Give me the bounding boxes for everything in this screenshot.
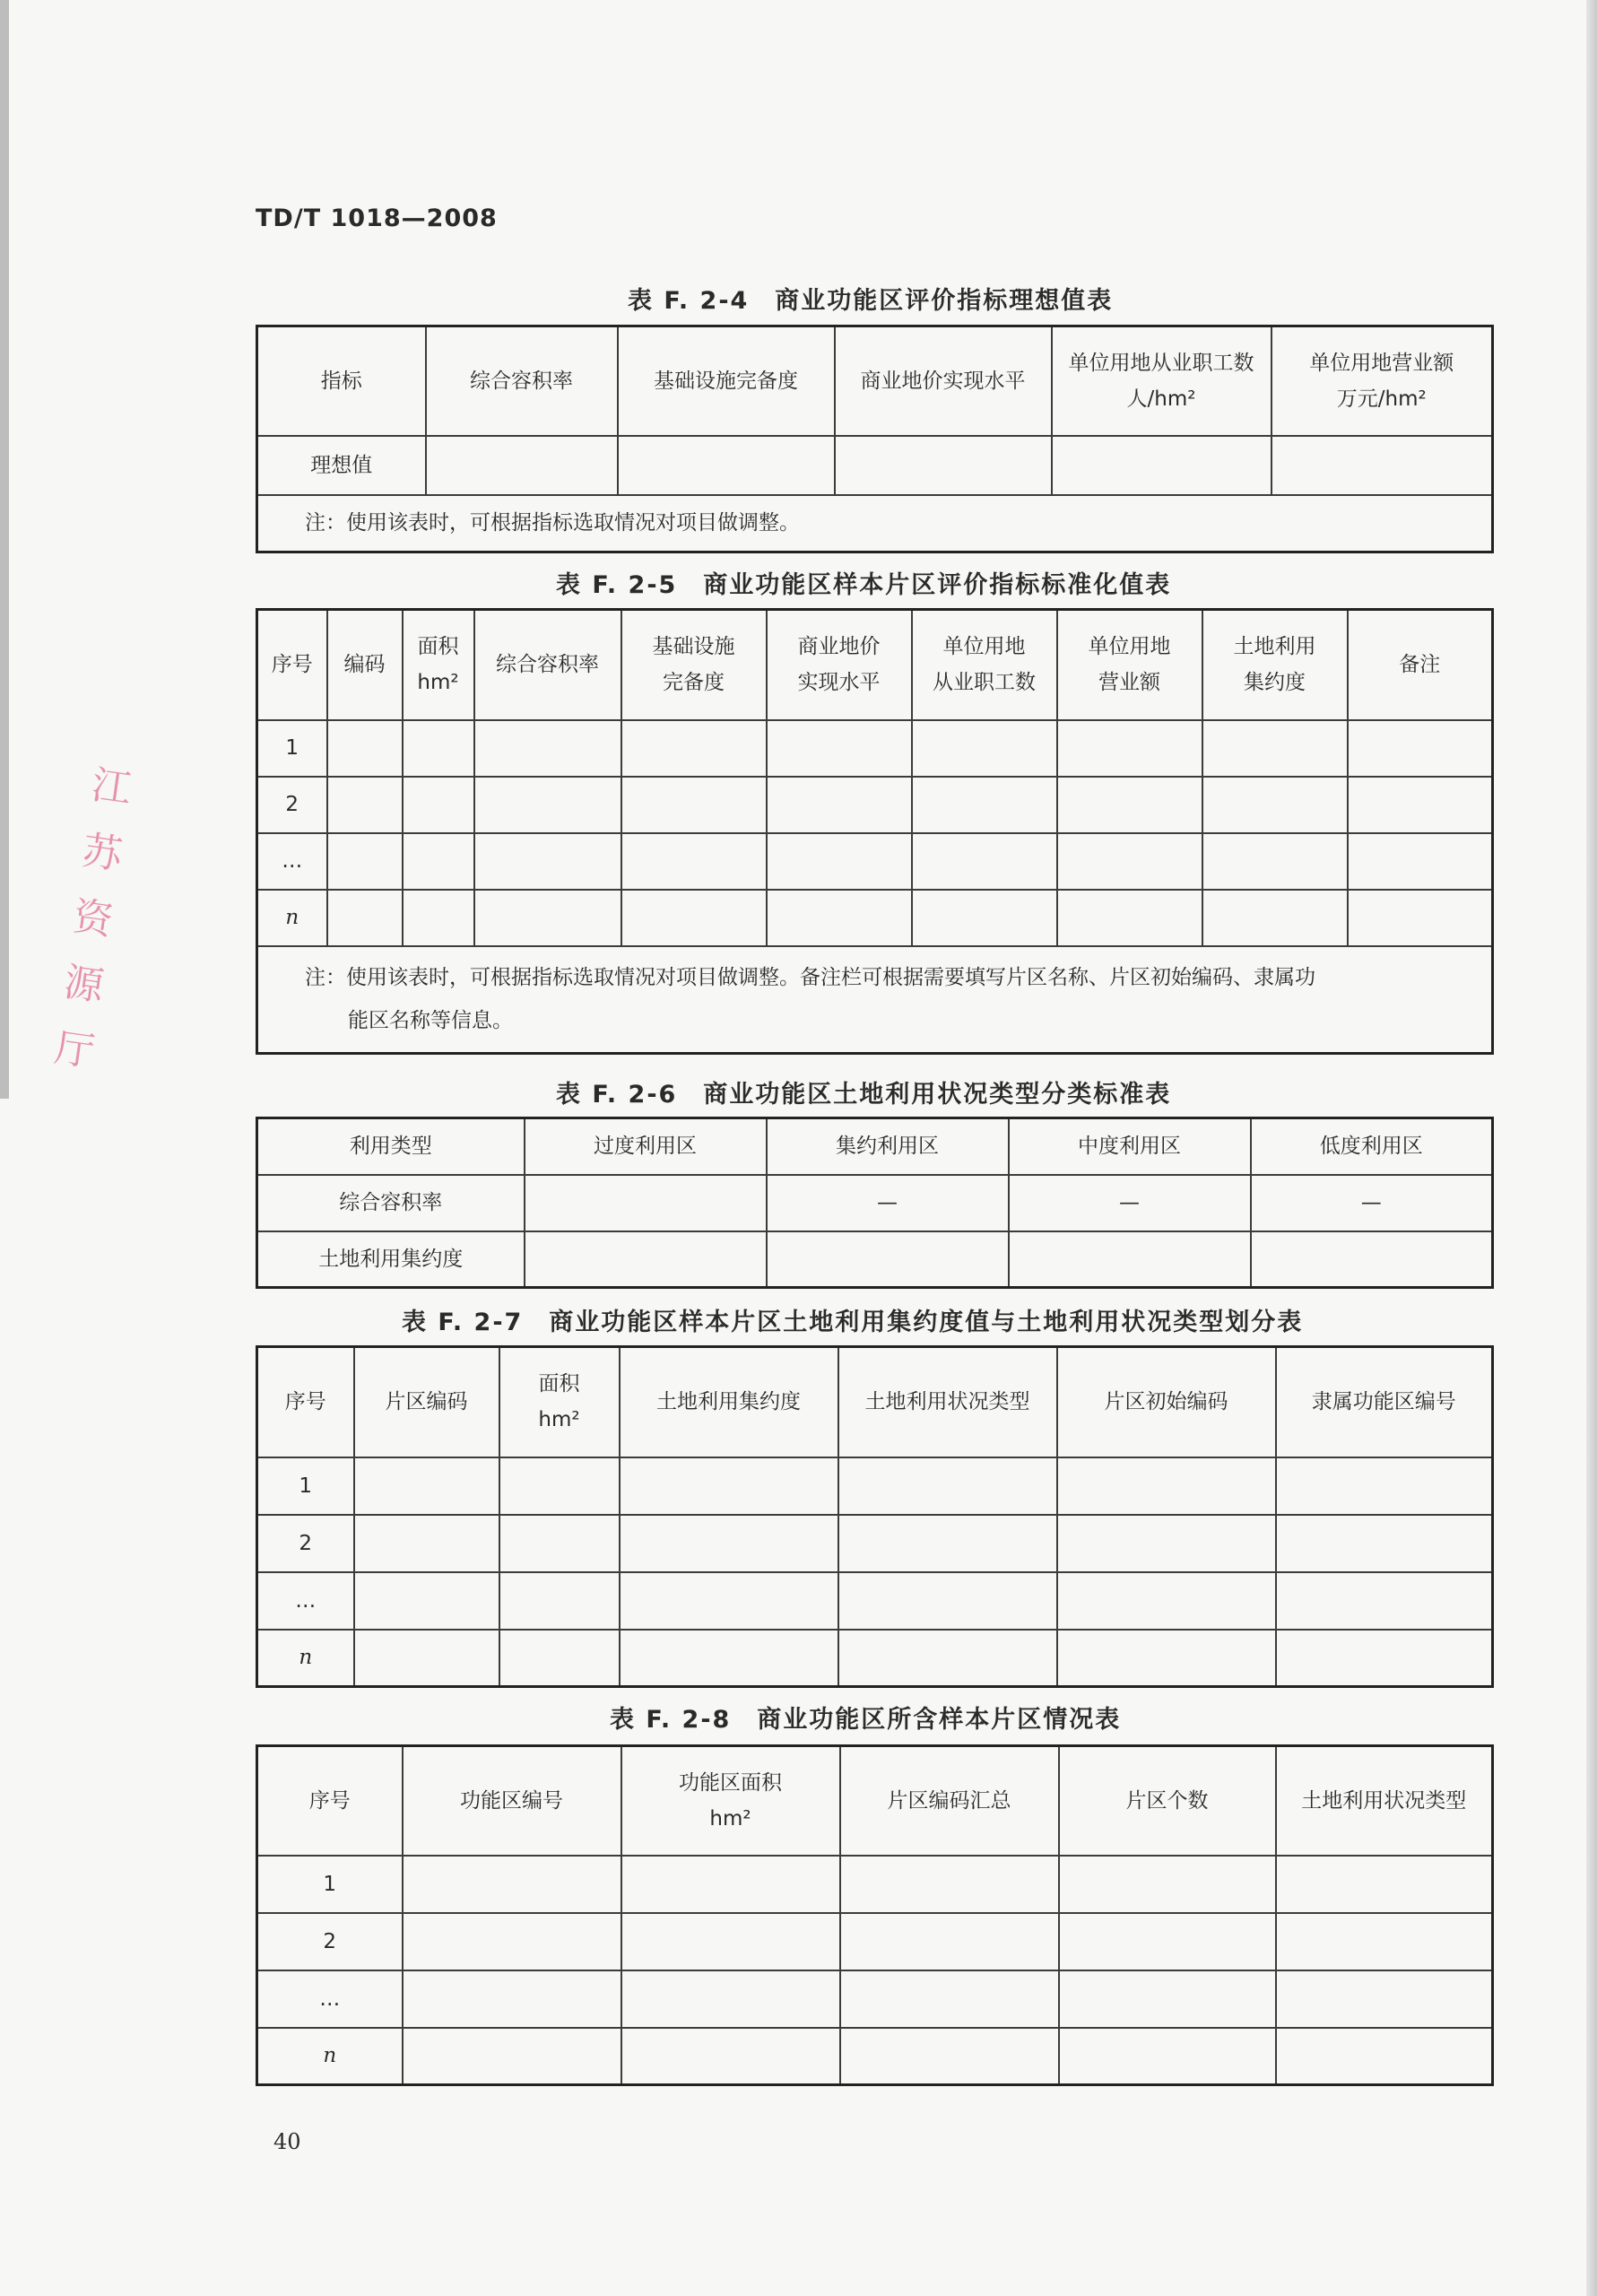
empty-cell [426,436,618,495]
header-cell [1202,610,1348,720]
header-cell [1057,610,1202,720]
header-cell [912,610,1057,720]
note-line: 注：使用该表时，可根据指标选取情况对项目做调整。备注栏可根据需要填写片区名称、片区初始编码、隶属功 [305,966,1315,990]
table-f2-4-caption: 表 F. 2-4 商业功能区评价指标理想值表 [628,287,1114,315]
empty-cell [1272,436,1493,495]
empty-cell [618,436,835,495]
seal-stamp: 江 苏 资 源 厅 [51,761,135,1076]
header-text: 土地利用 [1233,635,1316,659]
header-text: 面积 [538,1372,580,1396]
table-row [257,1515,1493,1572]
table-row [257,1457,1493,1515]
empty-cell [835,436,1052,495]
header-cell: 综合容积率 [474,610,621,720]
header-cell: 低度利用区 [1251,1118,1493,1175]
row-index: 2 [257,1515,354,1572]
header-cell [1272,326,1493,436]
header-cell: 片区个数 [1059,1746,1276,1856]
header-cell [1052,326,1272,436]
header-unit: hm² [417,671,459,695]
header-text: 单位用地 [1088,635,1171,659]
table-row [257,1913,1493,1970]
header-cell: 土地利用状况类型 [838,1347,1057,1457]
standard-code: TD/T 1018—2008 [256,204,498,232]
header-text: 单位用地营业额 [1309,351,1454,375]
row-label: 土地利用集约度 [257,1231,525,1288]
header-text: 功能区面积 [679,1770,782,1795]
header-cell: 功能区编号 [403,1746,621,1856]
table-row [257,1175,1493,1231]
row-index: n [257,1630,354,1687]
dash-cell: — [767,1175,1009,1231]
header-cell: 隶属功能区编号 [1276,1347,1493,1457]
header-cell: 备注 [1348,610,1493,720]
table-note [257,946,1493,1054]
header-cell: 片区编码 [354,1347,499,1457]
table-row [257,1630,1493,1687]
table-row [257,720,1493,777]
header-cell: 利用类型 [257,1118,525,1175]
table-row [257,1572,1493,1630]
header-text: 实现水平 [797,671,881,695]
table-row [257,890,1493,946]
header-text: 完备度 [663,671,725,695]
table-f2-8-caption: 表 F. 2-8 商业功能区所含样本片区情况表 [610,1706,1122,1734]
dash-cell: — [1251,1175,1493,1231]
row-index: 1 [257,1457,354,1515]
header-unit: hm² [709,1806,751,1831]
row-label: 理想值 [257,436,426,495]
table-row [257,1856,1493,1913]
row-label: 综合容积率 [257,1175,525,1231]
header-cell [499,1347,620,1457]
table-f2-4 [256,325,1494,553]
table-f2-7-caption: 表 F. 2-7 商业功能区样本片区土地利用集约度值与土地利用状况类型划分表 [402,1309,1304,1336]
row-index: … [257,1572,354,1630]
header-cell: 集约利用区 [767,1118,1009,1175]
header-cell: 综合容积率 [426,326,618,436]
scan-edge-left [0,0,9,1099]
table-f2-6-caption: 表 F. 2-6 商业功能区土地利用状况类型分类标准表 [556,1081,1172,1109]
header-cell: 编码 [327,610,403,720]
row-index: … [257,1970,403,2028]
header-cell: 序号 [257,1347,354,1457]
header-cell [621,610,767,720]
header-unit: 人/hm² [1126,387,1196,411]
row-index: 1 [257,1856,403,1913]
header-text: 营业额 [1098,671,1160,695]
header-text: 商业地价 [797,635,881,659]
table-row [257,2028,1493,2085]
table-note: 注：使用该表时，可根据指标选取情况对项目做调整。 [257,495,1493,552]
header-text: 集约度 [1244,671,1306,695]
header-cell [767,610,912,720]
table-f2-8 [256,1744,1494,2086]
table-f2-6 [256,1117,1494,1289]
header-unit: 万元/hm² [1336,387,1427,411]
row-index: 1 [257,720,327,777]
scan-edge-right [1586,0,1597,2296]
row-index: … [257,833,327,890]
table-f2-7 [256,1345,1494,1688]
header-unit: hm² [538,1408,580,1432]
row-index: n [257,2028,403,2085]
header-cell: 指标 [257,326,426,436]
row-index: 2 [257,777,327,833]
table-f2-5 [256,608,1494,1055]
note-line: 能区名称等信息。 [348,1009,513,1033]
header-cell: 过度利用区 [525,1118,767,1175]
page-number: 40 [273,2129,301,2154]
header-cell: 片区初始编码 [1057,1347,1276,1457]
row-index: 2 [257,1913,403,1970]
header-cell: 序号 [257,610,327,720]
header-cell: 土地利用状况类型 [1276,1746,1493,1856]
header-text: 基础设施 [652,635,735,659]
table-row [257,833,1493,890]
header-cell: 土地利用集约度 [620,1347,838,1457]
table-f2-5-caption: 表 F. 2-5 商业功能区样本片区评价指标标准化值表 [556,571,1172,599]
header-cell: 片区编码汇总 [840,1746,1059,1856]
table-row [257,1970,1493,2028]
header-cell: 商业地价实现水平 [835,326,1052,436]
header-text: 单位用地从业职工数 [1068,351,1254,375]
dash-cell: — [1009,1175,1251,1231]
header-text: 单位用地 [942,635,1026,659]
table-row [257,1231,1493,1288]
row-index: n [257,890,327,946]
table-row [257,777,1493,833]
header-cell [403,610,474,720]
empty-cell [1052,436,1272,495]
header-cell: 基础设施完备度 [618,326,835,436]
header-text: 面积 [417,635,459,659]
header-cell: 序号 [257,1746,403,1856]
header-cell [621,1746,840,1856]
header-text: 从业职工数 [933,671,1036,695]
header-cell: 中度利用区 [1009,1118,1251,1175]
